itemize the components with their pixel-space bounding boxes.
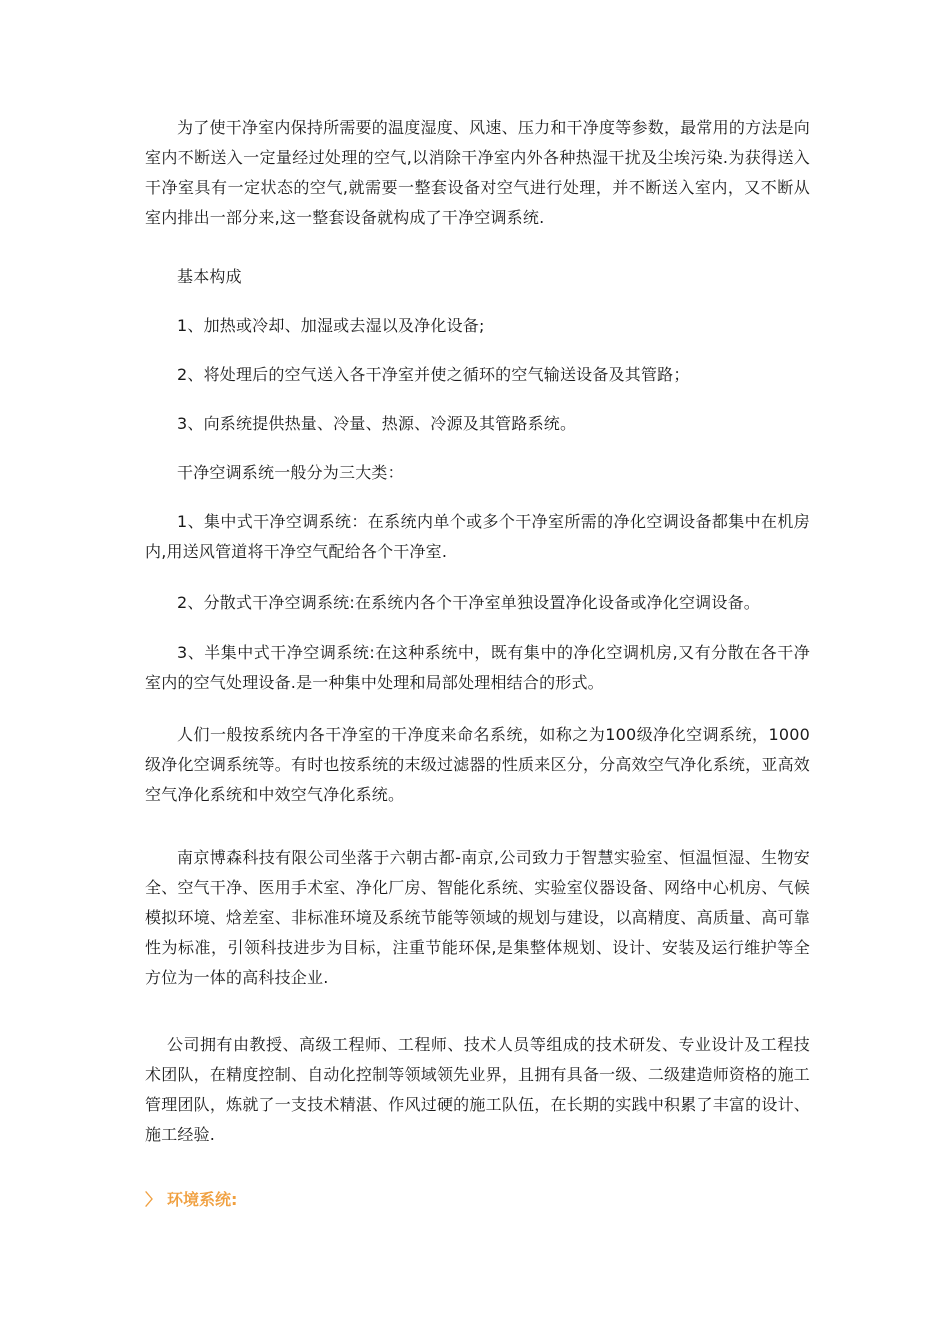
classification-item-2: 2、分散式干净空调系统:在系统内各个干净室单独设置净化设备或净化空调设备。	[177, 593, 760, 612]
intro-paragraph: 为了使干净室内保持所需要的温度湿度、风速、压力和干净度等参数，最常用的方法是向室内不断送入一定量经过处理的空气,以消除干净室内外各种热湿干扰及尘埃污染.为获得送入干净室具有一定状态的空气,就需要一整套设备对空气进行处理，并不断送入室内，又不断从室内排出一部分来,这一整套设备就构成了干净空调系统.	[145, 118, 810, 227]
naming-paragraph: 人们一般按系统内各干净室的干净度来命名系统，如称之为100级净化空调系统，1000级净化空调系统等。有时也按系统的末级过滤器的性质来区分，分高效空气净化系统，亚高效空气净化系统和中效空气净化系统。	[145, 725, 810, 804]
composition-item-1: 1、加热或冷却、加湿或去湿以及净化设备;	[177, 316, 485, 335]
basic-composition-heading: 基本构成	[177, 267, 242, 286]
classification-heading: 干净空调系统一般分为三大类：	[177, 463, 404, 482]
section-title: 环境系统:	[167, 1190, 238, 1209]
classification-item-1: 1、集中式干净空调系统：在系统内单个或多个干净室所需的净化空调设备都集中在机房内,用送风管道将干净空气配给各个干净室.	[145, 512, 810, 561]
company-intro-paragraph: 南京博森科技有限公司坐落于六朝古都-南京,公司致力于智慧实验室、恒温恒湿、生物安全、空气干净、医用手术室、净化厂房、智能化系统、实验室仪器设备、网络中心机房、气候模拟环境、焓差室、非标准环境及系统节能等领域的规划与建设，以高精度、高质量、高可靠性为标准，引领科技进步为目标，注重节能环保,是集整体规划、设计、安装及运行维护等全方位为一体的高科技企业.	[145, 848, 810, 987]
composition-item-2: 2、将处理后的空气送入各干净室并使之循环的空气输送设备及其管路；	[177, 365, 690, 384]
classification-item-3: 3、半集中式干净空调系统:在这种系统中，既有集中的净化空调机房,又有分散在各干净室内的空气处理设备.是一种集中处理和局部处理相结合的形式。	[145, 643, 810, 692]
company-team-paragraph: 公司拥有由教授、高级工程师、工程师、技术人员等组成的技术研发、专业设计及工程技术团队，在精度控制、自动化控制等领域领先业界，且拥有具备一级、二级建造师资格的施工管理团队，炼就了一支技术精湛、作风过硬的施工队伍，在长期的实践中积累了丰富的设计、施工经验.	[145, 1035, 810, 1144]
composition-item-3: 3、向系统提供热量、冷量、热源、冷源及其管路系统。	[177, 414, 577, 433]
chevron-right-icon: 〉	[145, 1190, 162, 1209]
environment-system-heading	[145, 1186, 237, 1214]
